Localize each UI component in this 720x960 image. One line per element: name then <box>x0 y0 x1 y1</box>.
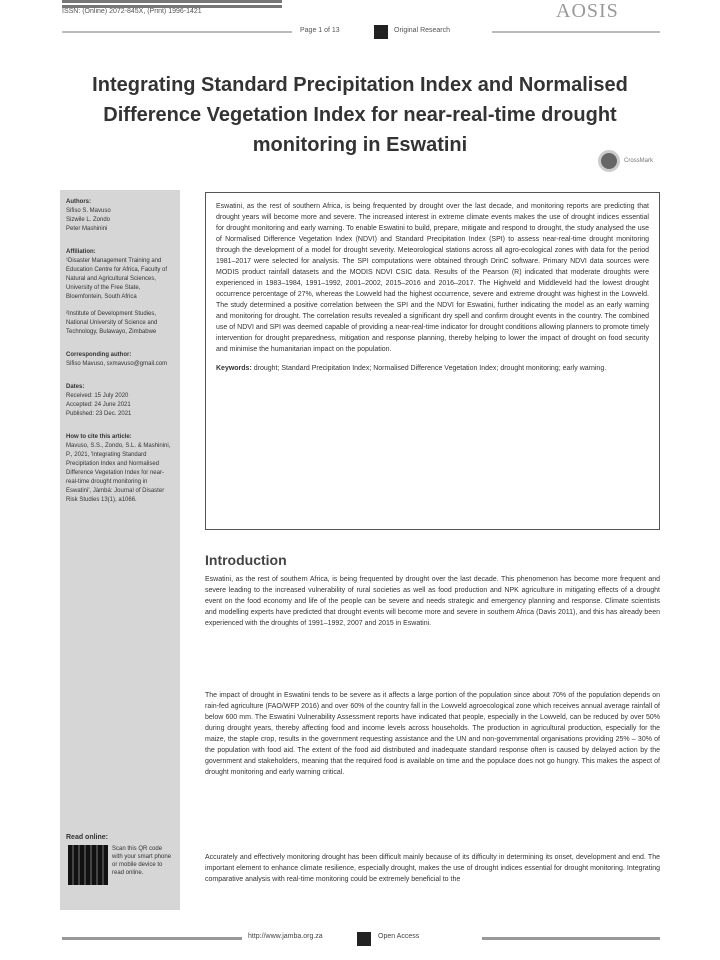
issn-text: ISSN: (Online) 2072-845X, (Print) 1996-1421 <box>62 8 202 15</box>
author-name: Sifiso S. Mavuso <box>66 208 111 214</box>
date-item: Received: 15 July 2020 <box>66 393 129 399</box>
dates-heading: Dates: <box>66 384 85 390</box>
read-online-label: Read online: <box>66 834 109 841</box>
corresponding-block <box>66 351 174 369</box>
corresponding-heading: Corresponding author: <box>66 352 132 358</box>
page-bar-square-icon <box>374 25 388 39</box>
aosis-logo[interactable]: AOSIS <box>556 0 619 22</box>
page-number: Page 1 of 13 <box>300 27 340 34</box>
introduction-heading: Introduction <box>205 552 287 568</box>
date-item: Accepted: 24 June 2021 <box>66 402 131 408</box>
authors-heading: Authors: <box>66 199 91 205</box>
page-bar-rule-left <box>62 31 292 33</box>
affiliations-block <box>66 248 174 337</box>
author-name: Sizwile L. Zondo <box>66 217 111 223</box>
affiliation-text: ²Institute of Development Studies, National University of Science and Technology, Bulawayo, Zimbabwe <box>66 311 158 335</box>
intro-paragraph: Accurately and effectively monitoring drought has been difficult mainly because of its difficulty in determining its onset, development and end. The important element to enhance climate resilience, especially drought, makes the use of drought indices essential for drought monitoring. Integrating comparative analysis with real-time monitoring could be extremely beneficial to the <box>205 854 660 883</box>
intro-paragraph: The impact of drought in Eswatini tends to be severe as it affects a large portion of the population since about 70% of the population depends on rain-fed agriculture (FAO/WFP 2016) and over 60% of the country fall in the Lowveld agroecological zone which receives annual average rainfall of below 600 mm. The Eswatini Vulnerability Assessment reports have indicated that people, especially in the Lowveld, can be reduced by over 50% during drought years, thereby affecting food and income levels across households. The production in agricultural production, especially for the maize, the staple crop, results in the government requesting assistance and the UN and non-governmental organisations providing 25% – 30% of the population with food aid. The extent of the food aid distributed and inadequate standard response often is caused by delayed action by the government and stakeholders, meaning that the required food is available on time and the populace does not go hungry. This makes the aspect of drought monitoring and early warning critical. <box>205 692 660 776</box>
article-title: Integrating Standard Precipitation Index and Normalised Difference Vegetation Index for near-real-time drought monitoring in Eswatini <box>92 74 628 156</box>
header-rule <box>62 0 282 7</box>
page-bar <box>62 27 660 37</box>
footer-square-icon <box>357 932 371 946</box>
keywords-label: Keywords: <box>216 365 252 372</box>
cite-heading: How to cite this article: <box>66 434 132 440</box>
date-item: Published: 23 Dec. 2021 <box>66 411 132 417</box>
cite-block <box>66 433 174 505</box>
keywords <box>216 363 649 374</box>
author-name: Peter Mashinini <box>66 226 108 232</box>
journal-url[interactable]: http://www.jamba.org.za <box>248 933 323 940</box>
corresponding-email[interactable]: Sifiso Mavuso, sxmavuso@gmail.com <box>66 361 168 367</box>
dates-block <box>66 383 174 419</box>
footer-rule-left <box>62 937 242 940</box>
intro-paragraph: Eswatini, as the rest of southern Africa, is being frequented by drought over the last decade. This phenomenon has become more frequent and severe leading to the increased vulnerability of rural societies as well as food production and NPK agriculture in mitigating effects of a drought event on the food economy and life of the people can be severe and needs strategic and emergency planning and response. Climate scientists and modelling experts have predicted that drought events will become more and severe in southern Africa (Davis 2011), and this has already been experienced with the droughts of 1991–1992, 2007 and 2015 in Eswatini. <box>205 576 660 627</box>
keywords-text: drought; Standard Precipitation Index; Normalised Difference Vegetation Index; drought monitoring; early warning. <box>253 365 607 372</box>
crossmark-label[interactable]: CrossMark <box>624 158 654 164</box>
open-access-label: Open Access <box>378 933 420 940</box>
page-footer <box>62 932 660 946</box>
page-bar-rule-right <box>492 31 660 33</box>
affiliation-text: ¹Disaster Management Training and Education Centre for Africa, Faculty of Natural and Agricultural Sciences, University of the Free State, Bloemfontein, South Africa <box>66 258 168 300</box>
article-info-sidebar <box>60 190 180 910</box>
footer-rule-right <box>482 937 660 940</box>
authors-block <box>66 198 174 234</box>
abstract-text: Eswatini, as the rest of southern Africa, is being frequented by drought over the last decade, and monitoring reports are predicting that drought years will become more and severe. The increased interest in extreme climate events makes the use of drought indices essential for drought monitoring and early warning. To enable Eswatini to build, prepare, mitigate and respond to drought, the study analysed the use of Normalised Difference Vegetation Index (NDVI) and Standard Precipitation Index (SPI) to assess near-real-time drought monitoring through the development of a model for drought severity. Meteorological stations across all agro-ecological zones with data for the period 1981–2017 were selected for analysis. The SPI computations were obtained through DrinC software. Primary NDVI data sources were MODIS product rainfall datasets and the MODIS NDVI CSIC data. Results of the Pearson (R) indicated that moderate droughts were experienced in 1983–1984, 1991–1992, 2001–2002, 2015–2016 and 2016–2017. The Highveld and Middleveld had the lowest drought occurrence percentage of 27%, whereas the Lowveld had the highest occurrence, severe and extreme drought was highest in the Lowveld. The study determined a positive correlation between the SPI and the NDVI for Eswatini, further indicating the model as an early warning and monitoring for drought. The correlation results revealed a significant dry spell and confirm drought events in the country. The combined use of NDVI and SPI was deemed capable of providing a near-real-time indicator for drought conditions allowing planners to promote timely intervention for drought preparedness, mitigation and response planning, thereby helping to lower the impact of drought on food security and minimise the humanitarian impact on the population. <box>216 203 649 353</box>
cite-text: Mavuso, S.S., Zondo, S.L. & Mashinini, P., 2021, 'Integrating Standard Precipitation Index and Normalised Difference Vegetation Index for near-real-time drought monitoring in Eswatini', Jàmbá: Journal of Disaster Risk Studies 13(1), a1066. <box>66 443 171 503</box>
qr-code-icon[interactable] <box>68 845 108 885</box>
abstract-box <box>205 192 660 530</box>
qr-instructions: Scan this QR code with your smart phone or mobile device to read online. <box>112 846 172 876</box>
article-type: Original Research <box>394 27 451 34</box>
affiliations-heading: Affiliation: <box>66 249 96 255</box>
crossmark-icon[interactable] <box>598 150 620 172</box>
